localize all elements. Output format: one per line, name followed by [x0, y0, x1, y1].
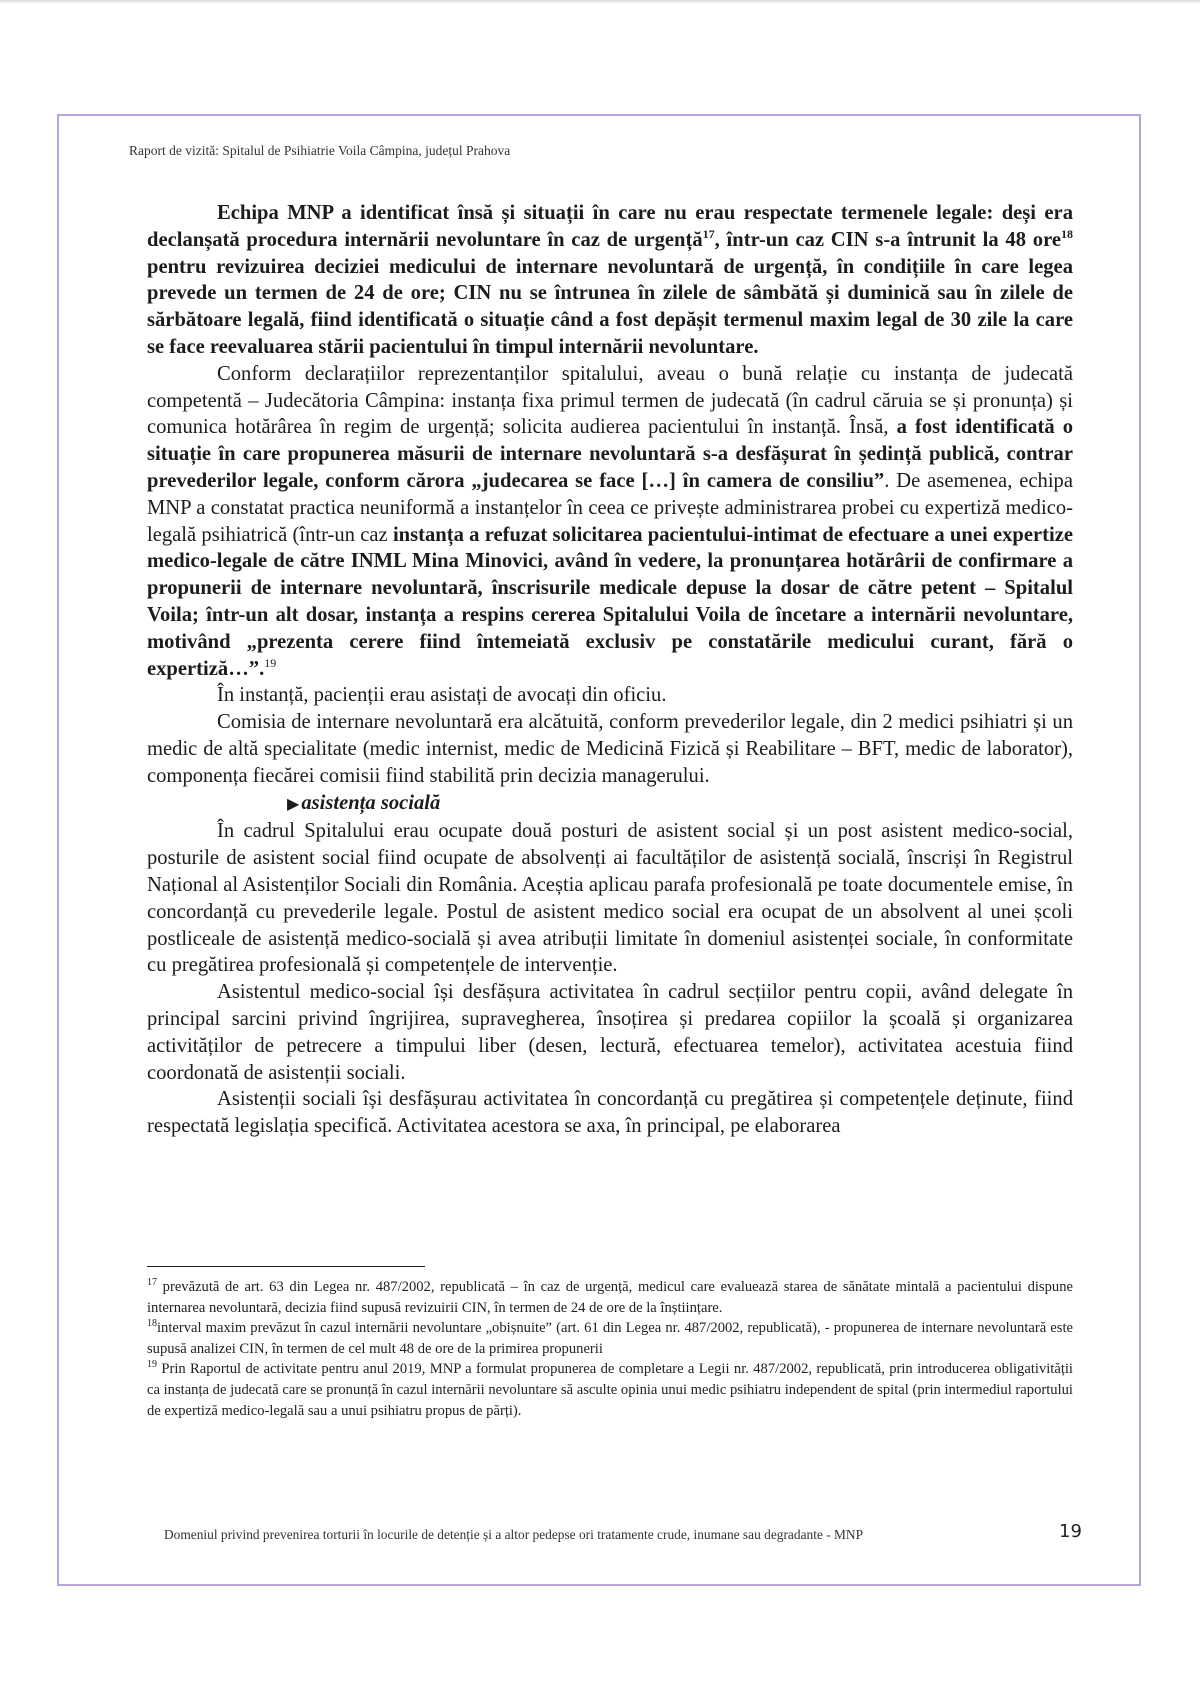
paragraph	[147, 1086, 1073, 1140]
triangle-bullet-icon: ▶	[287, 795, 300, 813]
page-footer: Domeniul privind prevenirea torturii în locurile de detenție și a altor pedepse ori tratamente crude, inumane sau degradante - MNP	[164, 1527, 864, 1542]
footnote-number: 19	[147, 1359, 157, 1371]
page-header: Raport de vizită: Spitalul de Psihiatrie Voila Câmpina, județul Prahova	[129, 143, 511, 158]
text-run: . De asemenea, echipa MNP a constatat practica neuniformă a instanțelor în ceea ce privește administrarea probei cu expertiză medico-legală psihiatrică (într-un caz	[147, 469, 1073, 546]
footnote-text: prevăzută de art. 63 din Legea nr. 487/2002, republicată – în caz de urgență, medicul care evaluează starea de sănătate mintală a pacientului dispune internarea nevoluntară, decizia fiind supusă revizuirii CIN, în termen de 24 de ore de la înștiințare.	[147, 1279, 1073, 1316]
footnote-reference: 17	[702, 226, 715, 241]
section-heading	[147, 790, 1073, 819]
bold-text-run: pentru revizuirea deciziei medicului de internare nevoluntară de urgență, în condițiile în care legea prevede un termen de 24 de ore; CIN nu se întrunea în zilele de sâmbătă și duminică sau în zilele de sărbătoare legală, fiind identificată o situație când a fost depășit termenul maxim legal de 30 zile la care se face reevaluarea stării pacientului în timpul internării nevoluntare.	[147, 255, 1073, 358]
paragraph	[147, 200, 1073, 361]
footnotes	[147, 1277, 1073, 1421]
body-text	[147, 200, 1073, 1140]
scan-edge	[0, 0, 1200, 4]
paragraph	[147, 682, 1073, 709]
bold-text-run: Echipa MNP a identificat însă și situații în care nu erau respectate termenele legale: deși era declanșată procedura internării nevoluntare în caz de urgență	[147, 202, 1073, 251]
page-number: 19	[1059, 1521, 1082, 1542]
footnote-number: 17	[147, 1277, 157, 1289]
bold-text-run: instanța a refuzat solicitarea pacientului-intimat de efectuare a unei expertize medico-legale de către INML Mina Minovici, având în vedere, la pronunțarea hotărârii de confirmare a propunerii de internare nevoluntară, înscrisurile medicale depuse la dosar de către petent – Spitalul Voila; într-un alt dosar, instanța a respins cererea Spitalului Voila de încetare a internării nevoluntare, motivând „prezenta cerere fiind întemeiată exclusiv pe constatările medicului curant, fără o expertiză…”.	[147, 523, 1073, 680]
text-run: În cadrul Spitalului erau ocupate două posturi de asistent social și un post asistent medico-social, posturile de asistent social fiind ocupate de absolvenți ai facultăților de asistență socială, înscriși în Registrul Național al Asistenților Sociali din România. Aceștia aplicau parafa profesională pe toate documentele emise, în concordanță cu prevederile legale. Postul de asistent medico social era ocupat de un absolvent al unei școli postliceale de asistență medico-socială și avea atribuții limitate în domeniul asistenței sociale, în conformitate cu pregătirea profesională și competențele de intervenție.	[147, 820, 1073, 977]
text-run: Conform declarațiilor reprezentanților spitalului, aveau o bună relație cu instanța de judecată competentă – Judecătoria Câmpina: instanța fixa primul termen de judecată (în cadrul căruia se și pronunța) și comunica hotărârea în regim de urgență; solicita audierea pacientului în instanță. Însă,	[147, 362, 1073, 439]
footnote-reference: 18	[1060, 226, 1073, 241]
footnote	[147, 1359, 1073, 1421]
footnote-number: 18	[147, 1318, 157, 1330]
bold-text-run: a fost identificată o situație în care propunerea măsurii de internare nevoluntară s-a desfășurat în ședință publică, contrar prevederilor legale, conform cărora „judecarea se face […] în camera de consiliu”	[147, 416, 1073, 492]
paragraphs-group-2	[147, 818, 1073, 1140]
footnote	[147, 1318, 1073, 1359]
bold-text-run: , într-un caz CIN s-a întrunit la 48 ore	[714, 228, 1061, 251]
paragraph	[147, 361, 1073, 683]
paragraphs-group-1	[147, 200, 1073, 790]
footnote-text: interval maxim prevăzut în cazul internării nevoluntare „obișnuite” (art. 61 din Legea nr. 487/2002, republicată), - propunerea de internare nevoluntară este supusă analizei CIN, în termen de cel mult 48 de ore de la primirea propunerii	[147, 1320, 1073, 1357]
text-run: Asistenții sociali își desfășurau activitatea în concordanță cu pregătirea și competențele deținute, fiind respectată legislația specifică. Activitatea acestora se axa, în principal, pe elaborarea	[147, 1088, 1073, 1138]
paragraph	[147, 818, 1073, 979]
footnote-text: Prin Raportul de activitate pentru anul 2019, MNP a formulat propunerea de completare a Legii nr. 487/2002, republicată, prin introducerea obligativității ca instanța de judecată care se pronunță în cazul internării nevoluntare să asculte opinia unui medic psihiatru independent de spital (prin intermediul raportului de expertiză medico-legală sau a unui psihiatru propus de părți).	[147, 1361, 1073, 1419]
text-run: Comisia de internare nevoluntară era alcătuită, conform prevederilor legale, din 2 medici psihiatri și un medic de altă specialitate (medic internist, medic de Medicină Fizică și Reabilitare – BFT, medic de laborator), componența fiecărei comisii fiind stabilită prin decizia managerului.	[147, 711, 1073, 787]
paragraph	[147, 979, 1073, 1086]
text-run: Asistentul medico-social își desfășura activitatea în cadrul secțiilor pentru copii, având delegate în principal sarcini privind îngrijirea, supravegherea, însoțirea și predarea copiilor la școală și organizarea activităților de petrecere a timpului liber (desen, lectură, efectuarea temelor), activitatea acestuia fiind coordonată de asistenții sociali.	[147, 981, 1073, 1084]
paragraph	[147, 709, 1073, 789]
footnote-reference: 19	[264, 655, 277, 670]
footnote	[147, 1277, 1073, 1318]
footnote-separator	[147, 1266, 425, 1267]
text-run: În instanță, pacienții erau asistați de avocați din oficiu.	[217, 684, 667, 707]
section-heading-text: asistența socială	[301, 791, 441, 814]
